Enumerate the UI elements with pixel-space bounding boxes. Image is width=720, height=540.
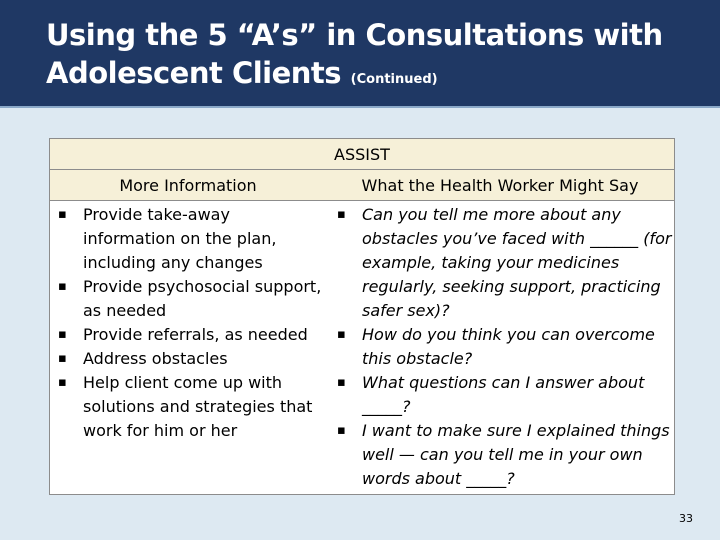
list-item: [55, 371, 323, 443]
list-item: [334, 323, 672, 371]
bullet-icon: ▪: [58, 207, 67, 222]
list-item: [55, 323, 323, 347]
list-item: [55, 203, 323, 275]
bullet-icon: ▪: [58, 351, 67, 366]
list-item-text: I want to make sure I explained things well — can you tell me in your own words about _____?: [362, 421, 670, 488]
left-column-body: [55, 203, 323, 495]
slide-title-sub: (Continued): [350, 72, 438, 87]
left-column-header: More Information: [50, 170, 326, 201]
list-item-text: Can you tell me more about any obstacles you’ve faced with ______ (for example, taking your medicines regularly, seeking support, practicing safer sex)?: [362, 205, 672, 320]
list-item-text: Provide psychosocial support, as needed: [83, 277, 322, 320]
page-number: 33: [679, 512, 693, 525]
list-item-text: What questions can I answer about _____?: [362, 373, 645, 416]
assist-table: [49, 138, 675, 495]
right-column-header: What the Health Worker Might Say: [326, 170, 674, 201]
left-bullet-list: [55, 203, 323, 443]
list-item-text: How do you think you can overcome this obstacle?: [362, 325, 655, 368]
list-item-text: Provide take-away information on the plan, including any changes: [83, 205, 277, 272]
list-item: [55, 275, 323, 323]
list-item: [334, 419, 672, 491]
table-section-label: ASSIST: [50, 139, 674, 170]
bullet-icon: ▪: [337, 375, 346, 390]
list-item-text: Address obstacles: [83, 349, 228, 368]
right-column-body: [334, 203, 672, 495]
slide-header: [0, 0, 720, 108]
slide-title: [46, 16, 706, 99]
list-item: [334, 203, 672, 323]
right-bullet-list: [334, 203, 672, 491]
bullet-icon: ▪: [337, 423, 346, 438]
list-item: [334, 371, 672, 419]
list-item-text: Help client come up with solutions and strategies that work for him or her: [83, 373, 313, 440]
bullet-icon: ▪: [58, 375, 67, 390]
bullet-icon: ▪: [58, 279, 67, 294]
slide-title-main: Using the 5 “A’s” in Consultations with Adolescent Clients: [46, 18, 663, 90]
bullet-icon: ▪: [58, 327, 67, 342]
list-item-text: Provide referrals, as needed: [83, 325, 308, 344]
bullet-icon: ▪: [337, 327, 346, 342]
list-item: [55, 347, 323, 371]
bullet-icon: ▪: [337, 207, 346, 222]
